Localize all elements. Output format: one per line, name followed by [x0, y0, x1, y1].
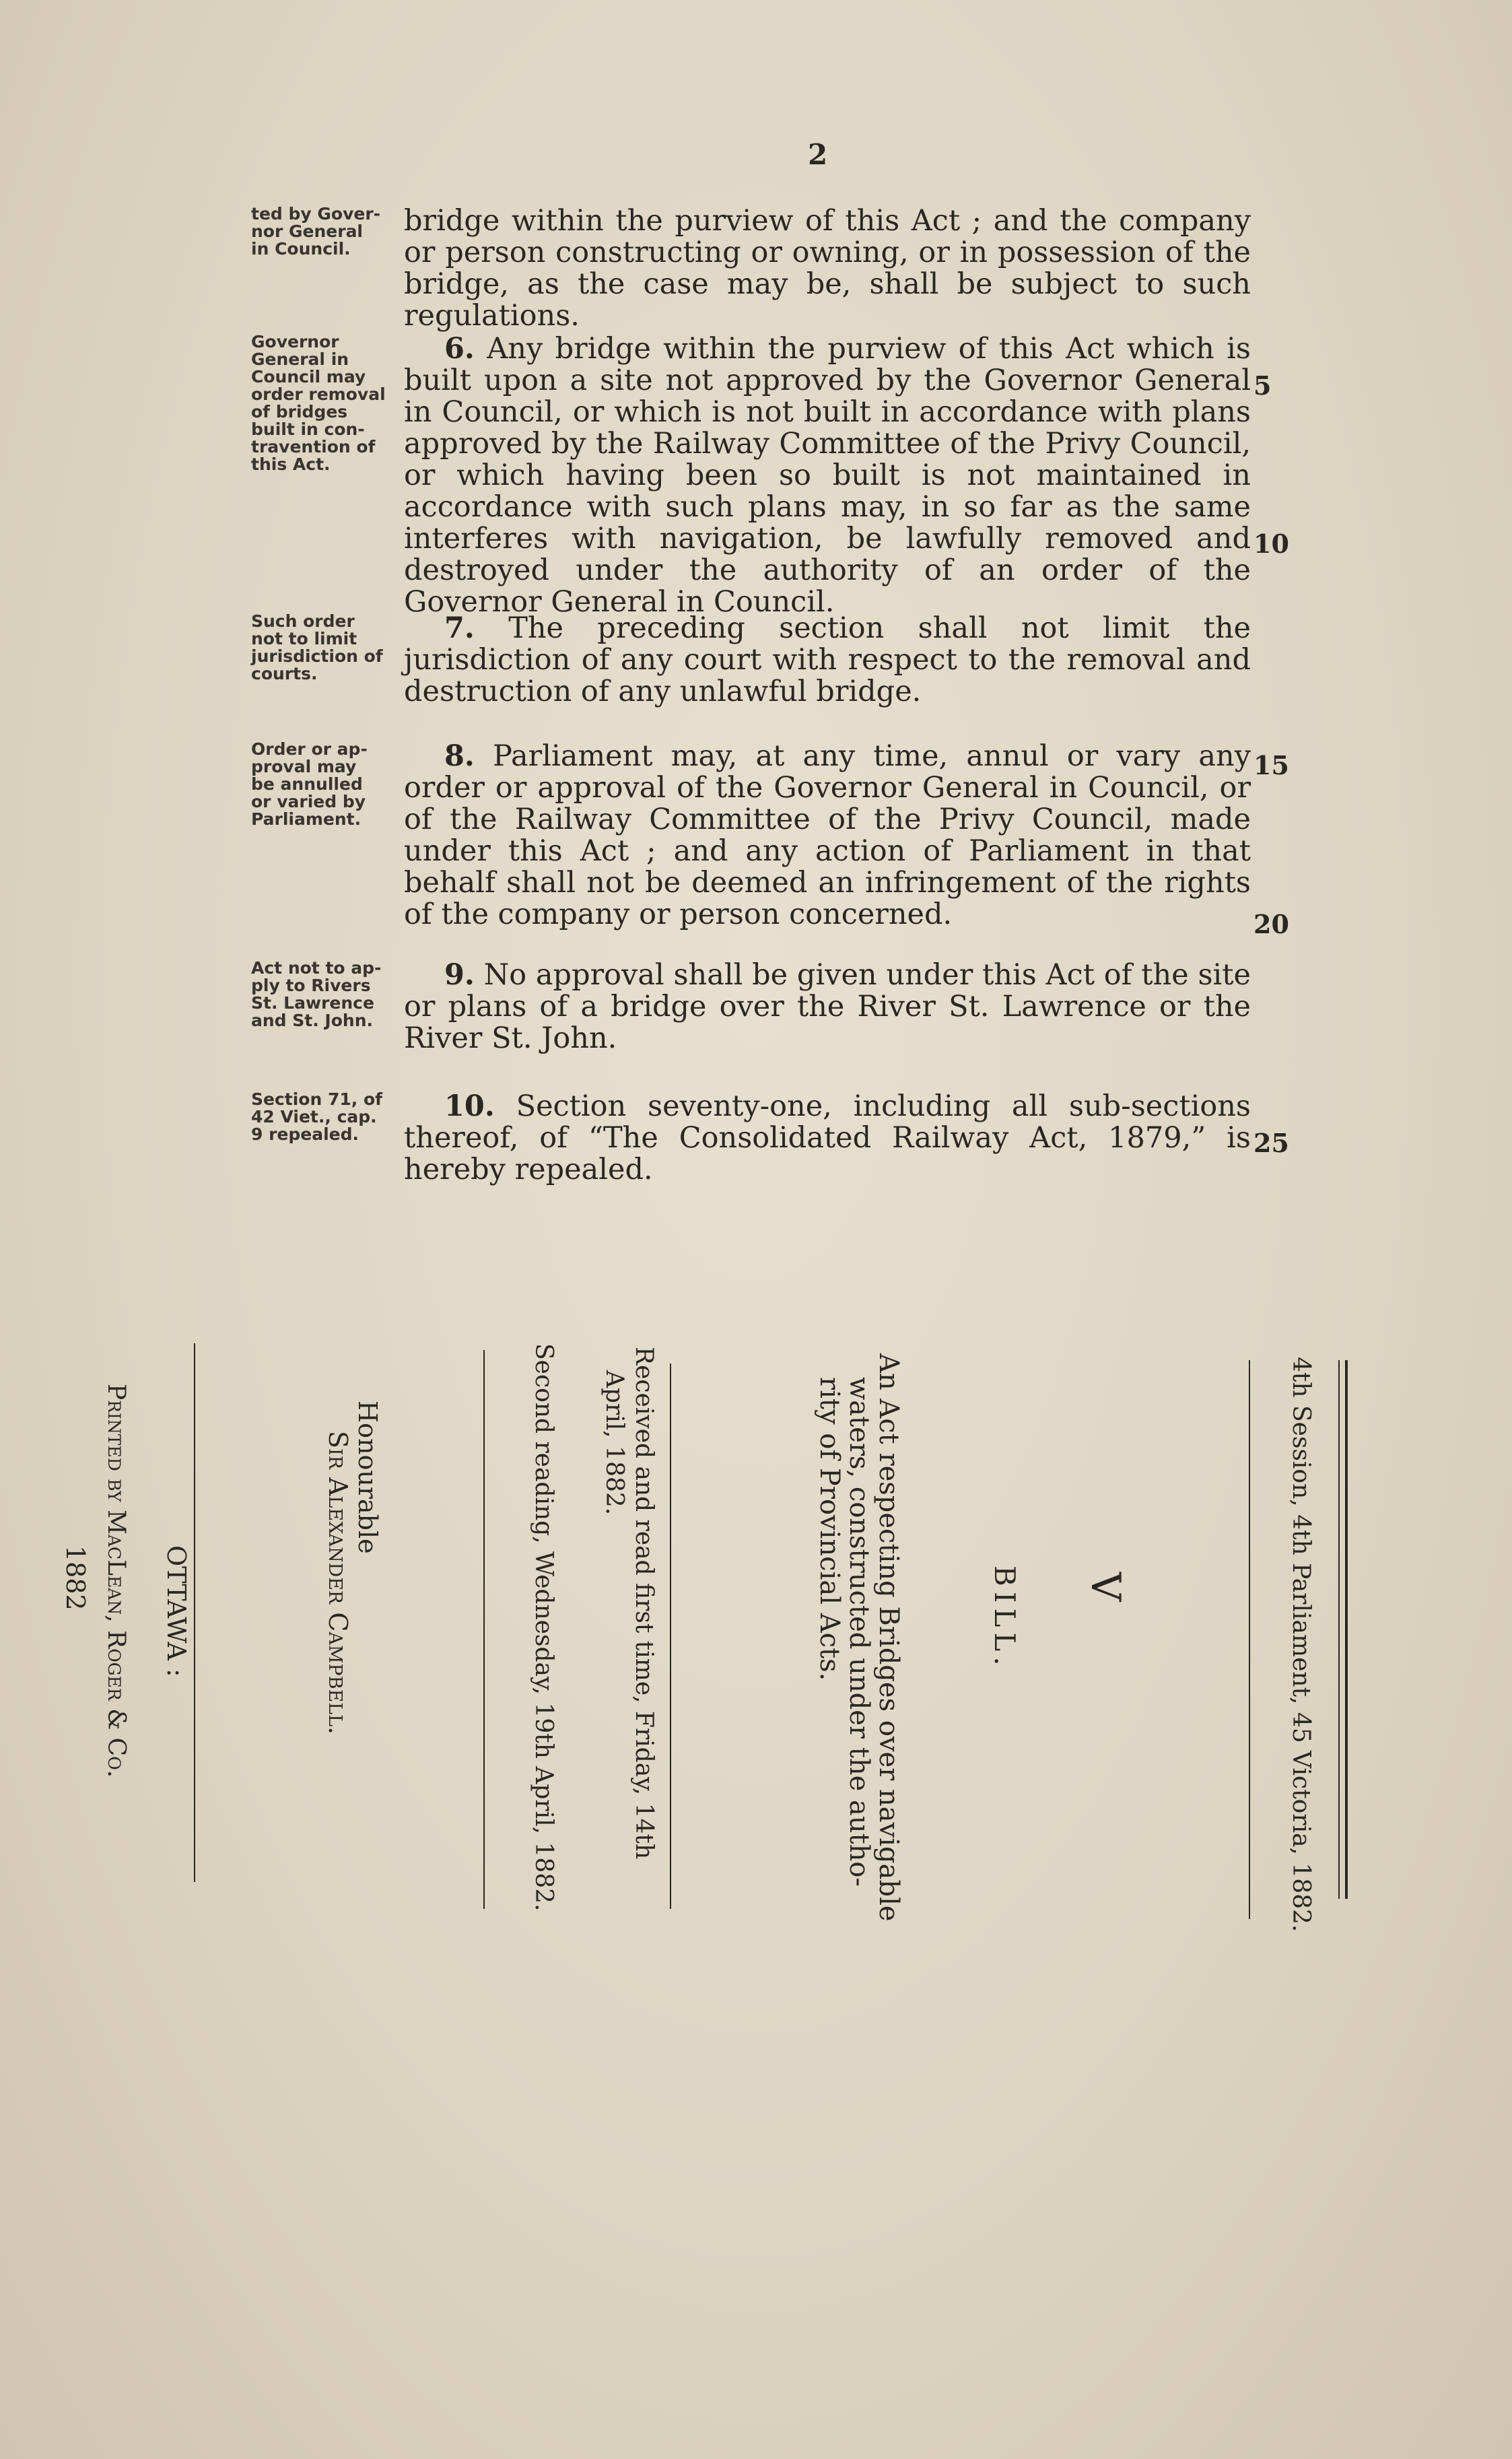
- line-number: 5: [1253, 370, 1272, 401]
- margin-note: Such order not to limit jurisdiction of courts.: [251, 611, 383, 683]
- section-number: 9.: [444, 958, 475, 992]
- margin-note: Section 71, of 42 Viet., cap. 9 repealed.: [251, 1089, 383, 1144]
- rule-line: [670, 1363, 671, 1909]
- margin-note: ted by Gover- nor General in Council.: [251, 204, 381, 259]
- second-reading: Second reading, Wednesday, 19th April, 1882.: [530, 1343, 557, 1912]
- margin-note: Governor General in Council may order removal of bridges built in con- travention of this Act.: [251, 332, 386, 474]
- double-rule-right: [1338, 1360, 1340, 1899]
- rule-line: [194, 1343, 195, 1882]
- back-cover: [61, 1343, 1394, 1936]
- line-number: 20: [1253, 909, 1289, 939]
- line-number: 10: [1253, 529, 1289, 559]
- section-text: 8. Parliament may, at any time, annul or vary any order or approval of the Governor General in Council, or of the Railway Committee of the Privy Council, made under this Act ; and any action of Parliament in that behalf shall not be deemed an infringement of the rights of the company or person concerned.: [404, 739, 1251, 931]
- section-text: 6. Any bridge within the purview of this Act which is built upon a site not approved by the Governor General in Council, or which is not built in accordance with plans approved by the Railway Committee of the Privy Council, or which having been so built is not maintained in accordance with such plans may, in so far as the same interferes with navigation, be lawfully removed and destroyed under the authority of an order of the Governor General in Council.: [404, 332, 1251, 619]
- sponsor: Honourable Sir Alexander Campbell.: [323, 1401, 382, 1735]
- line-number: 15: [1253, 750, 1289, 780]
- section-number: 7.: [444, 611, 475, 645]
- rule-line: [483, 1350, 485, 1909]
- margin-note: Order or ap- proval may be annulled or varied by Parliament.: [251, 739, 368, 829]
- section-text: bridge within the purview of this Act ; and the company or person constructing or owning, or in possession of the bridge, as the case may be, shall be subject to such regulations.: [404, 204, 1251, 333]
- bill-label: BILL.: [988, 1565, 1021, 1671]
- section-text: 9. No approval shall be given under this Act of the site or plans of a bridge over the River St. Lawrence or the River St. John.: [404, 958, 1251, 1055]
- line-number: 25: [1253, 1128, 1289, 1158]
- margin-note: Act not to ap- ply to Rivers St. Lawrence and St. John.: [251, 958, 382, 1030]
- bill-title: An Act respecting Bridges over navigable waters, constructed under the autho- rity of Provincial Acts.: [814, 1353, 904, 1922]
- imprint-printer: Printed by MacLean, Roger & Co.: [102, 1384, 130, 1778]
- double-rule-right: [1345, 1360, 1348, 1899]
- bill-number: V: [1082, 1572, 1129, 1602]
- page-number: 2: [808, 138, 828, 171]
- first-reading: Received and read first time, Friday, 14th April, 1882.: [600, 1347, 658, 1860]
- session-line: 4th Session, 4th Parliament, 45 Victoria, 1882.: [1287, 1357, 1315, 1932]
- section-number: 6.: [444, 332, 475, 366]
- section-text: 10. Section seventy-one, including all sub-sections thereof, of “The Consolidated Railway Act, 1879,” is hereby repealed.: [404, 1089, 1251, 1186]
- section-text: 7. The preceding section shall not limit the jurisdiction of any court with respect to the removal and destruction of any unlawful bridge.: [404, 611, 1251, 708]
- section-number: 10.: [444, 1089, 495, 1123]
- section-number: 8.: [444, 739, 475, 773]
- imprint-city: OTTAWA :: [162, 1545, 191, 1677]
- imprint-year: 1882: [61, 1545, 90, 1611]
- rule-line: [1249, 1360, 1250, 1919]
